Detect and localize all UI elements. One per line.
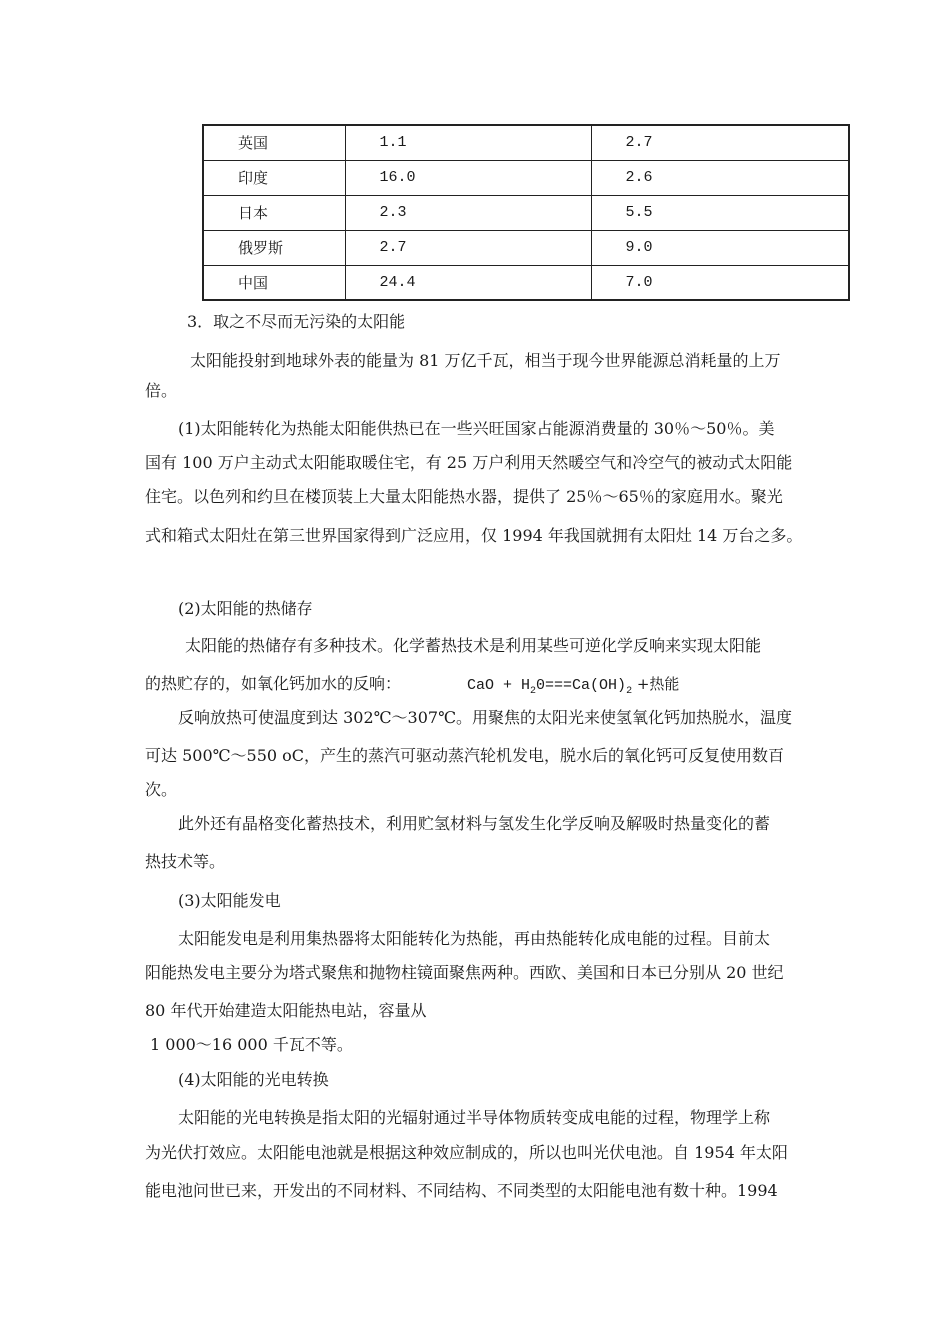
paragraph-line: 1 000～16 000 千瓦不等。 — [150, 1035, 353, 1054]
subsection-heading: (2)太阳能的热储存 — [178, 599, 313, 618]
paragraph-line: 阳能热发电主要分为塔式聚焦和抛物柱镜面聚焦两种。西欧、美国和日本已分别从 20 世纪 — [145, 963, 784, 982]
paragraph-line: 热技术等。 — [145, 852, 226, 871]
table-cell: 2.7 — [591, 125, 849, 160]
paragraph-line: 太阳能的光电转换是指太阳的光辐射通过半导体物质转变成电能的过程，物理学上称 — [178, 1108, 771, 1127]
table-cell: 1.1 — [345, 125, 591, 160]
paragraph-line: 倍。 — [145, 381, 178, 400]
table-cell: 俄罗斯 — [203, 230, 345, 265]
table-cell: 中国 — [203, 265, 345, 300]
table-row — [203, 195, 849, 230]
paragraph-line — [145, 674, 679, 702]
paragraph-line: 能电池问世已来，开发出的不同材料、不同结构、不同类型的太阳能电池有数十种。1994 — [145, 1181, 778, 1200]
table-cell: 2.6 — [591, 160, 849, 195]
paragraph-line: 住宅。以色列和约旦在楼顶装上大量太阳能热水器，提供了 25％～65％的家庭用水。聚光 — [145, 487, 783, 506]
paragraph-line: (1)太阳能转化为热能太阳能供热已在一些兴旺国家占能源消费量的 30％～50％。美 — [178, 419, 775, 438]
table-row — [203, 265, 849, 300]
paragraph-line: 太阳能投射到地球外表的能量为 81 万亿千瓦，相当于现今世界能源总消耗量的上万 — [190, 351, 781, 370]
table-cell: 7.0 — [591, 265, 849, 300]
table-cell: 9.0 — [591, 230, 849, 265]
chemical-equation: CaO + $H_20===Ca(OH)_2$ +热能 — [467, 675, 680, 697]
table-row — [203, 125, 849, 160]
paragraph-line: 国有 100 万户主动式太阳能取暖住宅，有 25 万户利用天然暖空气和冷空气的被动式太阳能 — [145, 453, 793, 472]
table-cell: 印度 — [203, 160, 345, 195]
table-cell: 24.4 — [345, 265, 591, 300]
table-row — [203, 160, 849, 195]
subsection-heading: (3)太阳能发电 — [178, 891, 281, 910]
table-cell: 16.0 — [345, 160, 591, 195]
paragraph-line: 为光伏打效应。太阳能电池就是根据这种效应制成的，所以也叫光伏电池。自 1954 年太阳 — [145, 1143, 788, 1162]
section-heading: 3．取之不尽而无污染的太阳能 — [187, 312, 406, 331]
table-cell: 2.7 — [345, 230, 591, 265]
paragraph-line: 此外还有晶格变化蓄热技术，利用贮氢材料与氢发生化学反响及解吸时热量变化的蓄 — [178, 814, 771, 833]
data-table-body — [203, 125, 849, 300]
data-table — [202, 124, 850, 301]
paragraph-line: 反响放热可使温度到达 302℃～307℃。用聚焦的太阳光来使氢氧化钙加热脱水，温度 — [178, 708, 792, 727]
table-cell: 英国 — [203, 125, 345, 160]
paragraph-line: 式和箱式太阳灶在第三世界国家得到广泛应用，仅 1994 年我国就拥有太阳灶 14 万台之多。 — [145, 526, 803, 545]
paragraph-line: 太阳能发电是利用集热器将太阳能转化为热能，再由热能转化成电能的过程。目前太 — [178, 929, 771, 948]
paragraph-text: 的热贮存的，如氧化钙加水的反响： — [145, 674, 402, 693]
table-cell: 日本 — [203, 195, 345, 230]
paragraph-line: 80 年代开始建造太阳能热电站，容量从 — [145, 1001, 427, 1020]
paragraph-line: 可达 500℃～550 oC，产生的蒸汽可驱动蒸汽轮机发电，脱水后的氧化钙可反复使用数百 — [145, 746, 785, 765]
paragraph-line: 太阳能的热储存有多种技术。化学蓄热技术是利用某些可逆化学反响来实现太阳能 — [185, 636, 762, 655]
paragraph-line: 次。 — [145, 780, 178, 799]
table-cell: 5.5 — [591, 195, 849, 230]
table-cell: 2.3 — [345, 195, 591, 230]
table-row — [203, 230, 849, 265]
subsection-heading: (4)太阳能的光电转换 — [178, 1070, 329, 1089]
